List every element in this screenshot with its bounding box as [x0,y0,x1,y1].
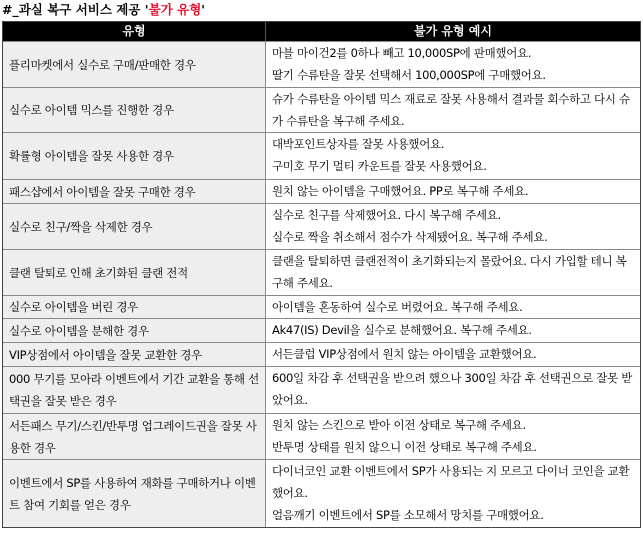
table-row [3,342,640,366]
row-examples [265,460,640,527]
table-row [3,87,640,132]
row-type: 서든패스 무기/스킨/반투명 업그레이드권을 잘못 사용한 경우 [3,414,265,459]
restriction-table [2,21,641,528]
row-examples [265,250,640,295]
table-row [3,295,640,318]
title-highlight: 불가 유형 [148,2,202,17]
example-text: 원치 않는 아이템을 구매했어요. PP로 복구해 주세요. [272,184,529,198]
example-text: 실수로 짝을 취소해서 점수가 삭제됐어요. 복구해 주세요. [272,230,548,244]
row-examples [265,296,640,318]
table-row [3,249,640,295]
title-prefix: #_과실 복구 서비스 제공 ' [2,2,149,17]
row-examples [265,414,640,459]
example-text: 원치 않는 스킨으로 받아 이전 상태로 복구해 주세요. [272,418,526,432]
row-examples [265,204,640,249]
row-type: 실수로 아이템 믹스를 진행한 경우 [3,88,265,132]
row-examples [265,343,640,366]
example-text: 구미호 무기 멀티 카운트를 잘못 사용했어요. [272,159,487,173]
row-examples [265,180,640,203]
example-text: 실수로 친구를 삭제했어요. 다시 복구해 주세요. [272,208,501,222]
row-type: VIP상점에서 아이템을 잘못 교환한 경우 [3,343,265,366]
title-suffix: ' [201,2,206,17]
table-row [3,179,640,203]
row-examples [265,42,640,87]
example-text: 아이템을 혼동하여 실수로 버렸어요. 복구해 주세요. [272,300,523,314]
table-row [3,132,640,179]
row-examples [265,133,640,179]
row-type: 000 무기를 모아라 이벤트에서 기간 교환을 통해 선택권을 잘못 받은 경우 [3,367,265,413]
row-type: 실수로 아이템을 분해한 경우 [3,319,265,342]
row-type: 실수로 친구/짝을 삭제한 경우 [3,204,265,249]
table-row [3,318,640,342]
table-row [3,366,640,413]
row-type: 실수로 아이템을 버린 경우 [3,296,265,318]
row-type: 플리마켓에서 실수로 구매/판매한 경우 [3,42,265,87]
table-row [3,41,640,87]
row-type: 클랜 탈퇴로 인해 초기화된 클랜 전적 [3,250,265,295]
example-text: 600일 차감 후 선택권을 받으려 했으나 300일 차감 후 선택권으로 잘못 받았어요. [272,371,633,407]
example-text: 반투명 상태를 원치 않으니 이전 상태로 복구해 주세요. [272,440,537,454]
example-text: Ak47(IS) Devil을 실수로 분해했어요. 복구해 주세요. [272,323,532,337]
example-text: 슈가 수류탄을 아이템 믹스 재료로 잘못 사용해서 결과물 회수하고 다시 슈가 수류탄을 복구해 주세요. [272,92,630,128]
row-examples [265,319,640,342]
table-row [3,413,640,459]
example-text: 대박포인트상자를 잘못 사용했어요. [272,137,445,151]
row-type: 이벤트에서 SP를 사용하여 재화를 구매하거나 이벤트 참여 기회를 얻은 경우 [3,460,265,527]
example-text: 얼음깨기 이벤트에서 SP를 소모해서 망치를 구매했어요. [272,508,544,522]
table-header [3,22,640,41]
header-type: 유형 [122,24,146,38]
row-type: 확률형 아이템을 잘못 사용한 경우 [3,133,265,179]
header-examples: 불가 유형 예시 [265,22,640,41]
table-row [3,459,640,527]
page-title [2,0,205,20]
example-text: 클랜을 탈퇴하면 클랜전적이 초기화되는지 몰랐어요. 다시 가입할 테니 복구해 주세요. [272,254,627,290]
row-examples [265,88,640,132]
table-row [3,203,640,249]
row-type: 패스샵에서 아이템을 잘못 구매한 경우 [3,180,265,203]
example-text: 서든클럽 VIP상점에서 원치 않는 아이템을 교환했어요. [272,347,537,361]
row-examples [265,367,640,413]
example-text: 마블 마이건2를 0하나 빼고 10,000SP에 판매했어요. [272,46,532,60]
example-text: 다이너코인 교환 이벤트에서 SP가 사용되는 지 모르고 다이너 코인을 교환했어요. [272,464,630,500]
example-text: 딸기 수류탄을 잘못 선택해서 100,000SP에 구매했어요. [272,68,546,82]
